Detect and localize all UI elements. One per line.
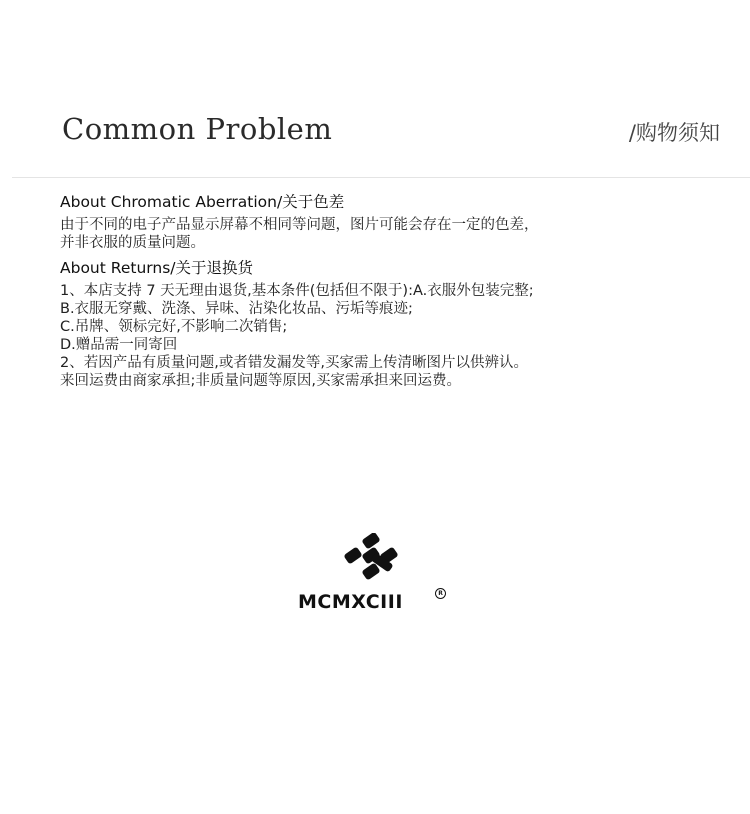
- page-subtitle: /购物须知: [628, 121, 720, 145]
- section-line: D.赠品需一同寄回: [60, 337, 178, 353]
- header-divider: [12, 177, 750, 178]
- section-heading-returns: About Returns/关于退换货: [60, 259, 253, 277]
- notice-content: [60, 192, 740, 390]
- section-line: 并非衣服的质量问题。: [60, 235, 205, 251]
- section-line: 来回运费由商家承担;非质量问题等原因,买家需承担来回运费。: [60, 373, 461, 389]
- brand-logo: [298, 533, 448, 613]
- section-line: B.衣服无穿戴、洗涤、异味、沾染化妆品、污垢等痕迹;: [60, 301, 413, 317]
- page-title: Common Problem: [62, 112, 333, 146]
- brand-lattice-icon: [343, 533, 399, 585]
- registered-mark: R: [435, 588, 446, 599]
- section-heading-color: About Chromatic Aberration/关于色差: [60, 193, 345, 211]
- brand-wordmark: MCMXCIII: [298, 591, 403, 613]
- section-line: 1、本店支持 7 天无理由退货,基本条件(包括但不限于):A.衣服外包装完整;: [60, 283, 534, 299]
- section-line: 由于不同的电子产品显示屏幕不相同等问题，图片可能会存在一定的色差，: [60, 217, 539, 233]
- section-line: C.吊牌、领标完好,不影响二次销售;: [60, 319, 288, 335]
- section-line: 2、若因产品有质量问题,或者错发漏发等,买家需上传清晰图片以供辨认。: [60, 355, 528, 371]
